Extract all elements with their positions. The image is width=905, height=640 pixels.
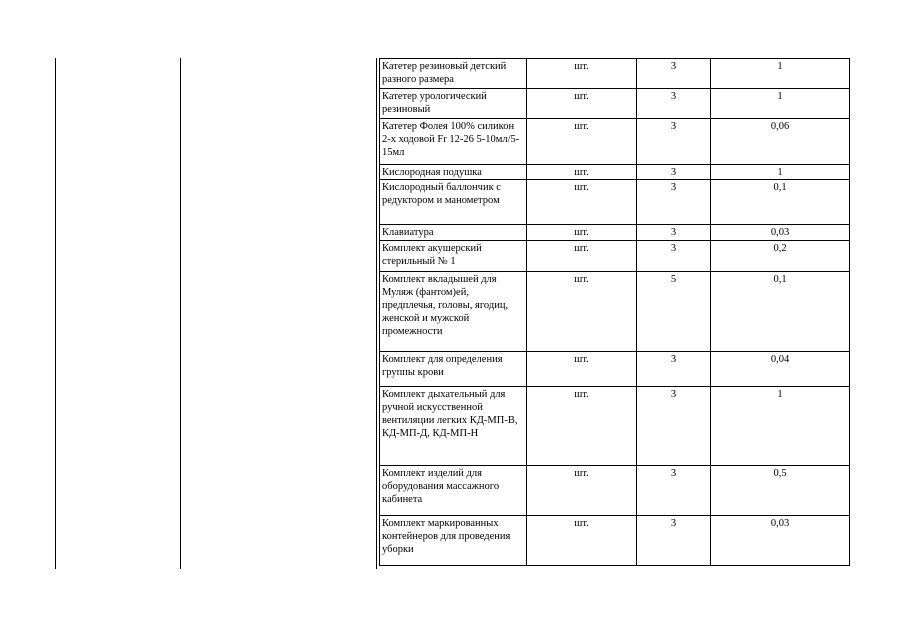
left-border-line-3 xyxy=(376,58,377,569)
left-border-line-2 xyxy=(180,58,181,569)
item-unit: шт. xyxy=(527,165,637,180)
item-qty: 3 xyxy=(637,180,711,225)
item-qty: 3 xyxy=(637,516,711,566)
item-unit: шт. xyxy=(527,352,637,387)
item-name: Комплект дыхательный для ручной искусственной вентиляции легких КД-МП-В, КД-МП-Д, КД-МП-Н xyxy=(380,387,527,466)
item-norm: 0,1 xyxy=(711,272,850,352)
item-norm: 0,04 xyxy=(711,352,850,387)
item-qty: 5 xyxy=(637,272,711,352)
table-row xyxy=(380,119,850,165)
item-qty: 3 xyxy=(637,119,711,165)
item-unit: шт. xyxy=(527,119,637,165)
table-row xyxy=(380,241,850,272)
item-name: Комплект маркированных контейнеров для проведения уборки xyxy=(380,516,527,566)
item-name: Клавиатура xyxy=(380,225,527,241)
item-norm: 0,5 xyxy=(711,466,850,516)
item-unit: шт. xyxy=(527,466,637,516)
item-qty: 3 xyxy=(637,89,711,119)
table-row xyxy=(380,59,850,89)
item-qty: 3 xyxy=(637,59,711,89)
item-name: Комплект изделий для оборудования массажного кабинета xyxy=(380,466,527,516)
item-name: Комплект акушерский стерильный № 1 xyxy=(380,241,527,272)
item-unit: шт. xyxy=(527,516,637,566)
item-unit: шт. xyxy=(527,241,637,272)
table-row xyxy=(380,165,850,180)
table-row xyxy=(380,466,850,516)
item-unit: шт. xyxy=(527,180,637,225)
table-row xyxy=(380,352,850,387)
item-unit: шт. xyxy=(527,59,637,89)
item-name: Кислородная подушка xyxy=(380,165,527,180)
table-row xyxy=(380,387,850,466)
item-norm: 1 xyxy=(711,387,850,466)
table-row xyxy=(380,225,850,241)
table-row xyxy=(380,516,850,566)
item-unit: шт. xyxy=(527,89,637,119)
table-row xyxy=(380,89,850,119)
item-qty: 3 xyxy=(637,466,711,516)
item-norm: 0,1 xyxy=(711,180,850,225)
item-name: Кислородный баллончик с редуктором и манометром xyxy=(380,180,527,225)
item-unit: шт. xyxy=(527,387,637,466)
table-row xyxy=(380,180,850,225)
item-norm: 1 xyxy=(711,165,850,180)
item-norm: 1 xyxy=(711,89,850,119)
item-qty: 3 xyxy=(637,387,711,466)
item-name: Комплект для определения группы крови xyxy=(380,352,527,387)
item-qty: 3 xyxy=(637,352,711,387)
item-qty: 3 xyxy=(637,165,711,180)
left-border-line-1 xyxy=(55,58,56,569)
item-qty: 3 xyxy=(637,241,711,272)
item-name: Катетер урологический резиновый xyxy=(380,89,527,119)
item-norm: 1 xyxy=(711,59,850,89)
item-name: Катетер Фолея 100% силикон 2-х ходовой Fr 12-26 5-10мл/5-15мл xyxy=(380,119,527,165)
item-norm: 0,03 xyxy=(711,225,850,241)
item-norm: 0,03 xyxy=(711,516,850,566)
item-name: Катетер резиновый детский разного размера xyxy=(380,59,527,89)
item-unit: шт. xyxy=(527,225,637,241)
item-name: Комплект вкладышей для Муляж (фантом)ей, предплечья, головы, ягодиц, женской и мужской промежности xyxy=(380,272,527,352)
table-row xyxy=(380,272,850,352)
item-qty: 3 xyxy=(637,225,711,241)
item-norm: 0,2 xyxy=(711,241,850,272)
item-unit: шт. xyxy=(527,272,637,352)
item-norm: 0,06 xyxy=(711,119,850,165)
equipment-table xyxy=(379,58,850,566)
